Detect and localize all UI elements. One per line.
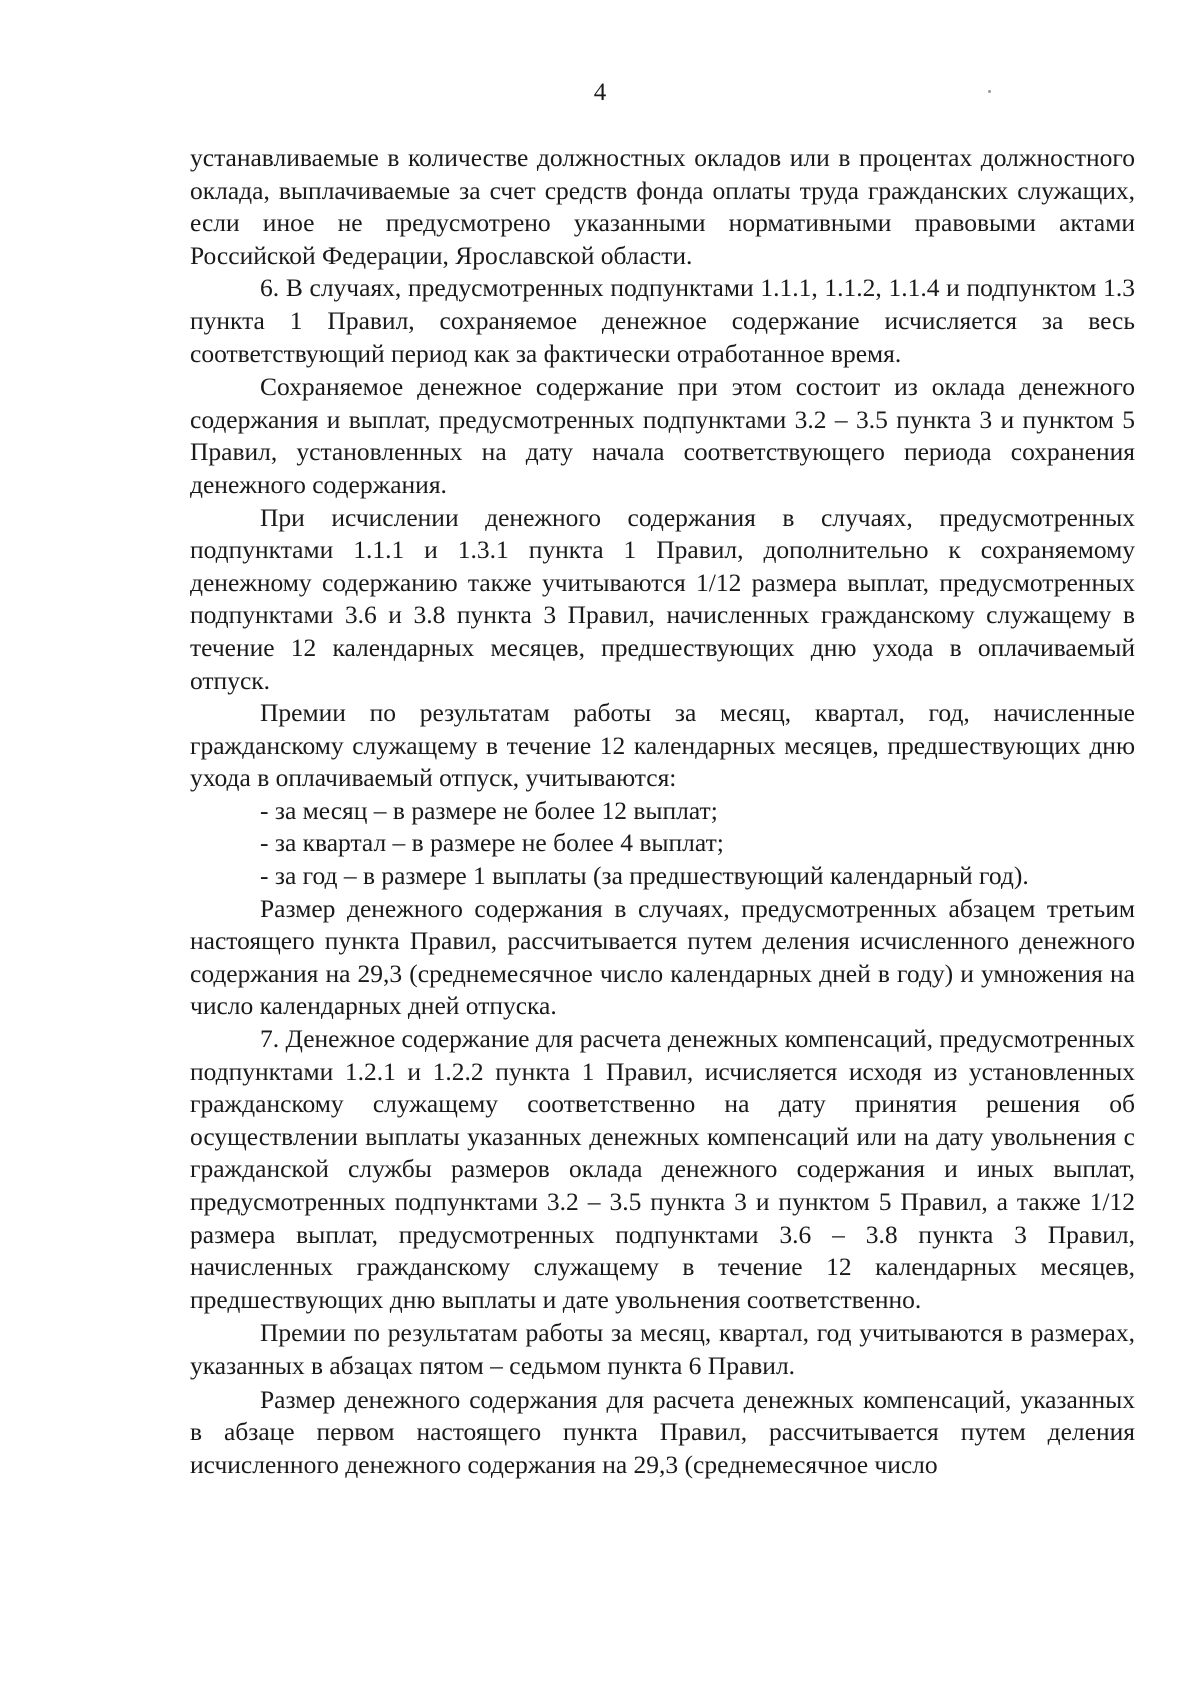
- list-item-quarter: - за квартал – в размере не более 4 выплат;: [260, 828, 724, 858]
- paragraph-bonuses: Премии по результатам работы за месяц, квартал, год, начисленные гражданскому служащему в течение 12 календарных месяцев, предшествующих дню ухода в оплачиваемый отпуск, учитываются:: [190, 698, 1135, 793]
- paragraph-vacation-size: Размер денежного содержания в случаях, предусмотренных абзацем третьим настоящего пункта Правил, рассчитывается путем деления исчисленного денежного содержания на 29,3 (среднемесячное число календарных дней в году) и умножения на число календарных дней отпуска.: [190, 893, 1135, 1021]
- paragraph-clause-7: 7. Денежное содержание для расчета денежных компенсаций, предусмотренных подпунктами 1.2.1 и 1.2.2 пункта 1 Правил, исчисляется исходя из установленных гражданскому служащему соответственно на дату принятия решения об осуществлении выплаты указанных денежных компенсаций или на дату увольнения с гражданской службы размеров оклада денежного содержания и иных выплат, предусмотренных подпунктами 3.2 – 3.5 пункта 3 и пунктом 5 Правил, а также 1/12 размера выплат, предусмотренных подпунктами 3.6 – 3.8 пункта 3 Правил, начисленных гражданскому служащему в течение 12 календарных месяцев, предшествующих дню выплаты и дате увольнения соответственно.: [190, 1024, 1135, 1314]
- scan-speck: [988, 90, 991, 93]
- list-item-month: - за месяц – в размере не более 12 выплат;: [260, 795, 718, 825]
- list-item-year: - за год – в размере 1 выплаты (за предшествующий календарный год).: [260, 861, 1029, 891]
- paragraph-continuation: устанавливаемые в количестве должностных окладов или в процентах должностного оклада, выплачиваемые за счет средств фонда оплаты труда гражданских служащих, если иное не предусмотрено указанными нормативными правовыми актами Российской Федерации, Ярославской области.: [190, 143, 1135, 270]
- paragraph-bonuses-compensation: Премии по результатам работы за месяц, квартал, год учитываются в размерах, указанных в абзацах пятом – седьмом пункта 6 Правил.: [190, 1318, 1135, 1380]
- paragraph-calculation-additions: При исчислении денежного содержания в случаях, предусмотренных подпунктами 1.1.1 и 1.3.1 пункта 1 Правил, дополнительно к сохраняемому денежному содержанию также учитываются 1/12 размера выплат, предусмотренных подпунктами 3.6 и 3.8 пункта 3 Правил, начисленных гражданскому служащему в течение 12 календарных месяцев, предшествующих дню ухода в оплачиваемый отпуск.: [190, 502, 1135, 695]
- paragraph-salary-composition: Сохраняемое денежное содержание при этом состоит из оклада денежного содержания и выплат, предусмотренных подпунктами 3.2 – 3.5 пункта 3 и пунктом 5 Правил, установленных на дату начала соответствующего периода сохранения денежного содержания.: [190, 372, 1135, 499]
- paragraph-clause-6: 6. В случаях, предусмотренных подпунктами 1.1.1, 1.1.2, 1.1.4 и подпунктом 1.3 пункта 1 Правил, сохраняемое денежное содержание исчисляется за весь соответствующий период как за фактически отработанное время.: [190, 273, 1135, 368]
- document-body: [190, 142, 1135, 1481]
- page-number: 4: [593, 79, 607, 106]
- paragraph-compensation-size: Размер денежного содержания для расчета денежных компенсаций, указанных в абзаце первом настоящего пункта Правил, рассчитывается путем деления исчисленного денежного содержания на 29,3 (среднемесячное число: [190, 1384, 1135, 1479]
